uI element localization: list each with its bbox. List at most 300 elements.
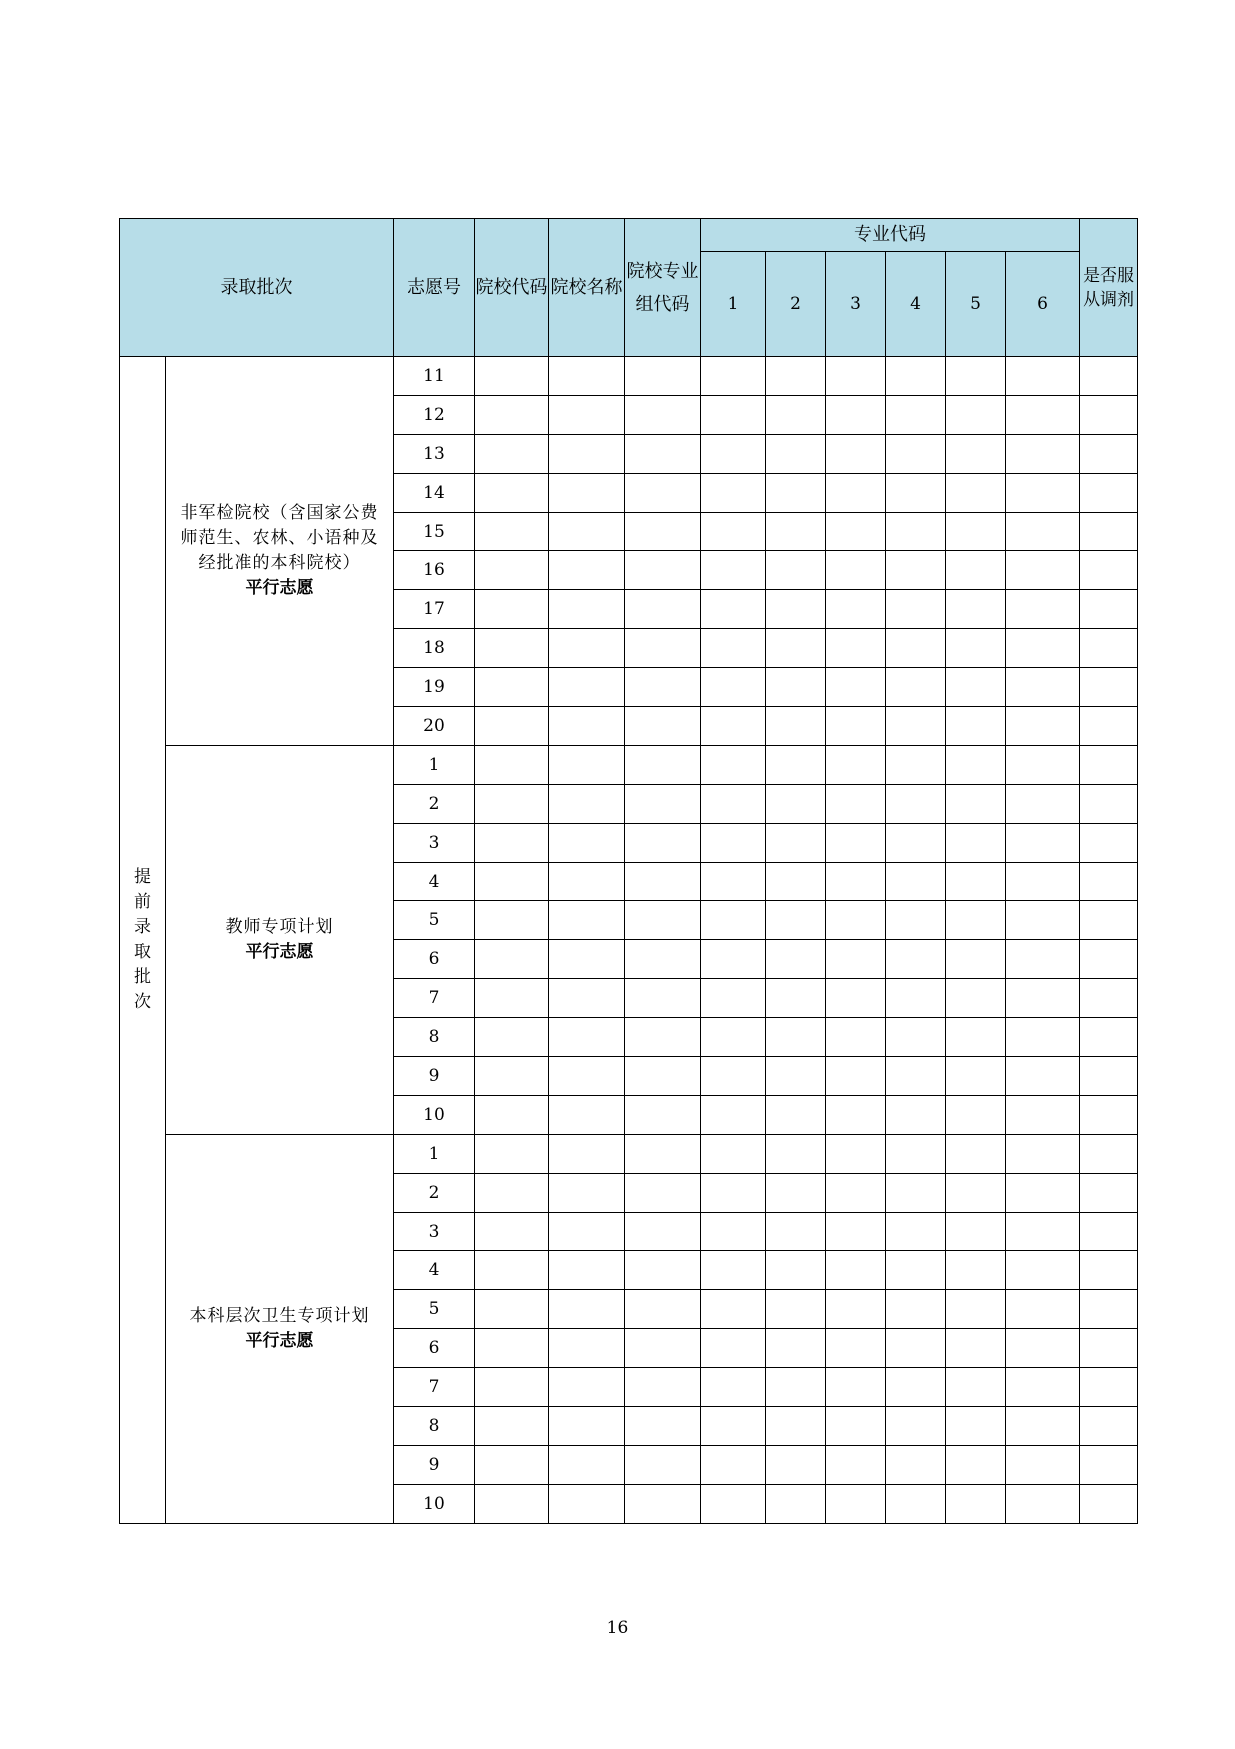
major-code-5-cell[interactable]: [946, 590, 1006, 629]
school-code-cell[interactable]: [475, 1018, 549, 1057]
adjust-cell[interactable]: [1080, 1290, 1138, 1329]
adjust-cell[interactable]: [1080, 823, 1138, 862]
major-code-6-cell[interactable]: [1006, 1290, 1080, 1329]
school-name-cell[interactable]: [549, 823, 625, 862]
school-name-cell[interactable]: [549, 1484, 625, 1523]
major-code-3-cell[interactable]: [826, 1057, 886, 1096]
school-code-cell[interactable]: [475, 473, 549, 512]
school-group-code-cell[interactable]: [625, 1368, 701, 1407]
major-code-1-cell[interactable]: [701, 590, 766, 629]
adjust-cell[interactable]: [1080, 395, 1138, 434]
major-code-4-cell[interactable]: [886, 512, 946, 551]
major-code-2-cell[interactable]: [766, 357, 826, 396]
adjust-cell[interactable]: [1080, 1134, 1138, 1173]
adjust-cell[interactable]: [1080, 784, 1138, 823]
school-code-cell[interactable]: [475, 707, 549, 746]
school-group-code-cell[interactable]: [625, 1484, 701, 1523]
major-code-6-cell[interactable]: [1006, 862, 1080, 901]
school-name-cell[interactable]: [549, 784, 625, 823]
major-code-2-cell[interactable]: [766, 1212, 826, 1251]
major-code-5-cell[interactable]: [946, 1290, 1006, 1329]
major-code-1-cell[interactable]: [701, 1057, 766, 1096]
major-code-3-cell[interactable]: [826, 1251, 886, 1290]
major-code-5-cell[interactable]: [946, 1095, 1006, 1134]
major-code-6-cell[interactable]: [1006, 1134, 1080, 1173]
school-code-cell[interactable]: [475, 1134, 549, 1173]
major-code-4-cell[interactable]: [886, 590, 946, 629]
school-name-cell[interactable]: [549, 1368, 625, 1407]
major-code-4-cell[interactable]: [886, 745, 946, 784]
school-group-code-cell[interactable]: [625, 1173, 701, 1212]
major-code-6-cell[interactable]: [1006, 979, 1080, 1018]
school-group-code-cell[interactable]: [625, 1251, 701, 1290]
adjust-cell[interactable]: [1080, 1095, 1138, 1134]
major-code-6-cell[interactable]: [1006, 1095, 1080, 1134]
major-code-4-cell[interactable]: [886, 551, 946, 590]
major-code-4-cell[interactable]: [886, 1057, 946, 1096]
school-code-cell[interactable]: [475, 940, 549, 979]
major-code-3-cell[interactable]: [826, 745, 886, 784]
major-code-2-cell[interactable]: [766, 1018, 826, 1057]
major-code-6-cell[interactable]: [1006, 512, 1080, 551]
school-group-code-cell[interactable]: [625, 862, 701, 901]
major-code-2-cell[interactable]: [766, 434, 826, 473]
school-code-cell[interactable]: [475, 590, 549, 629]
school-name-cell[interactable]: [549, 1329, 625, 1368]
major-code-2-cell[interactable]: [766, 1173, 826, 1212]
school-code-cell[interactable]: [475, 1484, 549, 1523]
school-group-code-cell[interactable]: [625, 940, 701, 979]
major-code-2-cell[interactable]: [766, 1484, 826, 1523]
major-code-6-cell[interactable]: [1006, 668, 1080, 707]
major-code-5-cell[interactable]: [946, 1484, 1006, 1523]
school-code-cell[interactable]: [475, 1173, 549, 1212]
major-code-6-cell[interactable]: [1006, 1407, 1080, 1446]
adjust-cell[interactable]: [1080, 940, 1138, 979]
major-code-5-cell[interactable]: [946, 629, 1006, 668]
school-name-cell[interactable]: [549, 707, 625, 746]
school-group-code-cell[interactable]: [625, 512, 701, 551]
major-code-6-cell[interactable]: [1006, 784, 1080, 823]
major-code-1-cell[interactable]: [701, 629, 766, 668]
major-code-4-cell[interactable]: [886, 1134, 946, 1173]
school-code-cell[interactable]: [475, 629, 549, 668]
major-code-3-cell[interactable]: [826, 1484, 886, 1523]
major-code-3-cell[interactable]: [826, 979, 886, 1018]
school-group-code-cell[interactable]: [625, 395, 701, 434]
major-code-4-cell[interactable]: [886, 357, 946, 396]
major-code-3-cell[interactable]: [826, 551, 886, 590]
major-code-3-cell[interactable]: [826, 512, 886, 551]
major-code-3-cell[interactable]: [826, 901, 886, 940]
major-code-6-cell[interactable]: [1006, 1212, 1080, 1251]
major-code-4-cell[interactable]: [886, 707, 946, 746]
major-code-3-cell[interactable]: [826, 1018, 886, 1057]
major-code-4-cell[interactable]: [886, 940, 946, 979]
major-code-2-cell[interactable]: [766, 1445, 826, 1484]
major-code-2-cell[interactable]: [766, 1329, 826, 1368]
major-code-2-cell[interactable]: [766, 590, 826, 629]
major-code-6-cell[interactable]: [1006, 745, 1080, 784]
major-code-1-cell[interactable]: [701, 357, 766, 396]
major-code-2-cell[interactable]: [766, 1407, 826, 1446]
major-code-1-cell[interactable]: [701, 1445, 766, 1484]
major-code-2-cell[interactable]: [766, 668, 826, 707]
adjust-cell[interactable]: [1080, 434, 1138, 473]
major-code-3-cell[interactable]: [826, 434, 886, 473]
major-code-4-cell[interactable]: [886, 473, 946, 512]
school-name-cell[interactable]: [549, 1018, 625, 1057]
school-code-cell[interactable]: [475, 1057, 549, 1096]
school-code-cell[interactable]: [475, 551, 549, 590]
major-code-3-cell[interactable]: [826, 473, 886, 512]
school-code-cell[interactable]: [475, 823, 549, 862]
major-code-3-cell[interactable]: [826, 784, 886, 823]
school-code-cell[interactable]: [475, 1251, 549, 1290]
major-code-6-cell[interactable]: [1006, 395, 1080, 434]
adjust-cell[interactable]: [1080, 1329, 1138, 1368]
major-code-4-cell[interactable]: [886, 1018, 946, 1057]
major-code-2-cell[interactable]: [766, 979, 826, 1018]
major-code-6-cell[interactable]: [1006, 1251, 1080, 1290]
major-code-3-cell[interactable]: [826, 862, 886, 901]
major-code-3-cell[interactable]: [826, 940, 886, 979]
major-code-1-cell[interactable]: [701, 1407, 766, 1446]
school-name-cell[interactable]: [549, 1134, 625, 1173]
major-code-2-cell[interactable]: [766, 940, 826, 979]
major-code-2-cell[interactable]: [766, 901, 826, 940]
school-name-cell[interactable]: [549, 434, 625, 473]
school-code-cell[interactable]: [475, 979, 549, 1018]
adjust-cell[interactable]: [1080, 357, 1138, 396]
major-code-1-cell[interactable]: [701, 1173, 766, 1212]
major-code-1-cell[interactable]: [701, 1484, 766, 1523]
school-group-code-cell[interactable]: [625, 901, 701, 940]
school-code-cell[interactable]: [475, 901, 549, 940]
major-code-5-cell[interactable]: [946, 1173, 1006, 1212]
major-code-2-cell[interactable]: [766, 473, 826, 512]
school-name-cell[interactable]: [549, 1251, 625, 1290]
major-code-6-cell[interactable]: [1006, 1484, 1080, 1523]
major-code-5-cell[interactable]: [946, 1445, 1006, 1484]
adjust-cell[interactable]: [1080, 512, 1138, 551]
school-name-cell[interactable]: [549, 1095, 625, 1134]
school-code-cell[interactable]: [475, 512, 549, 551]
major-code-5-cell[interactable]: [946, 395, 1006, 434]
major-code-4-cell[interactable]: [886, 1212, 946, 1251]
major-code-6-cell[interactable]: [1006, 357, 1080, 396]
major-code-2-cell[interactable]: [766, 1368, 826, 1407]
major-code-3-cell[interactable]: [826, 1095, 886, 1134]
school-name-cell[interactable]: [549, 357, 625, 396]
major-code-5-cell[interactable]: [946, 784, 1006, 823]
school-name-cell[interactable]: [549, 512, 625, 551]
school-name-cell[interactable]: [549, 1057, 625, 1096]
major-code-5-cell[interactable]: [946, 940, 1006, 979]
school-code-cell[interactable]: [475, 1368, 549, 1407]
adjust-cell[interactable]: [1080, 590, 1138, 629]
major-code-4-cell[interactable]: [886, 979, 946, 1018]
major-code-5-cell[interactable]: [946, 1407, 1006, 1446]
major-code-5-cell[interactable]: [946, 823, 1006, 862]
major-code-3-cell[interactable]: [826, 1134, 886, 1173]
adjust-cell[interactable]: [1080, 1018, 1138, 1057]
adjust-cell[interactable]: [1080, 1057, 1138, 1096]
major-code-3-cell[interactable]: [826, 823, 886, 862]
major-code-1-cell[interactable]: [701, 1018, 766, 1057]
major-code-2-cell[interactable]: [766, 823, 826, 862]
school-group-code-cell[interactable]: [625, 745, 701, 784]
school-group-code-cell[interactable]: [625, 590, 701, 629]
major-code-6-cell[interactable]: [1006, 473, 1080, 512]
school-code-cell[interactable]: [475, 1212, 549, 1251]
major-code-2-cell[interactable]: [766, 1095, 826, 1134]
major-code-6-cell[interactable]: [1006, 1173, 1080, 1212]
major-code-4-cell[interactable]: [886, 901, 946, 940]
school-name-cell[interactable]: [549, 629, 625, 668]
major-code-1-cell[interactable]: [701, 1251, 766, 1290]
major-code-2-cell[interactable]: [766, 784, 826, 823]
major-code-3-cell[interactable]: [826, 1407, 886, 1446]
major-code-3-cell[interactable]: [826, 590, 886, 629]
school-code-cell[interactable]: [475, 784, 549, 823]
school-code-cell[interactable]: [475, 1290, 549, 1329]
major-code-1-cell[interactable]: [701, 745, 766, 784]
major-code-2-cell[interactable]: [766, 745, 826, 784]
major-code-3-cell[interactable]: [826, 1368, 886, 1407]
school-group-code-cell[interactable]: [625, 1212, 701, 1251]
major-code-6-cell[interactable]: [1006, 707, 1080, 746]
school-name-cell[interactable]: [549, 1173, 625, 1212]
major-code-4-cell[interactable]: [886, 629, 946, 668]
school-group-code-cell[interactable]: [625, 1445, 701, 1484]
major-code-1-cell[interactable]: [701, 551, 766, 590]
major-code-1-cell[interactable]: [701, 823, 766, 862]
adjust-cell[interactable]: [1080, 979, 1138, 1018]
major-code-4-cell[interactable]: [886, 1484, 946, 1523]
major-code-3-cell[interactable]: [826, 668, 886, 707]
school-group-code-cell[interactable]: [625, 707, 701, 746]
major-code-1-cell[interactable]: [701, 1368, 766, 1407]
major-code-6-cell[interactable]: [1006, 1057, 1080, 1096]
major-code-4-cell[interactable]: [886, 668, 946, 707]
major-code-4-cell[interactable]: [886, 1290, 946, 1329]
adjust-cell[interactable]: [1080, 629, 1138, 668]
school-group-code-cell[interactable]: [625, 1134, 701, 1173]
major-code-2-cell[interactable]: [766, 1134, 826, 1173]
major-code-1-cell[interactable]: [701, 473, 766, 512]
major-code-4-cell[interactable]: [886, 784, 946, 823]
major-code-4-cell[interactable]: [886, 1407, 946, 1446]
adjust-cell[interactable]: [1080, 862, 1138, 901]
school-group-code-cell[interactable]: [625, 551, 701, 590]
school-name-cell[interactable]: [549, 901, 625, 940]
major-code-1-cell[interactable]: [701, 940, 766, 979]
school-group-code-cell[interactable]: [625, 1057, 701, 1096]
school-code-cell[interactable]: [475, 1329, 549, 1368]
adjust-cell[interactable]: [1080, 1368, 1138, 1407]
major-code-1-cell[interactable]: [701, 1329, 766, 1368]
major-code-4-cell[interactable]: [886, 823, 946, 862]
major-code-2-cell[interactable]: [766, 862, 826, 901]
major-code-6-cell[interactable]: [1006, 434, 1080, 473]
major-code-5-cell[interactable]: [946, 434, 1006, 473]
major-code-1-cell[interactable]: [701, 979, 766, 1018]
major-code-2-cell[interactable]: [766, 1290, 826, 1329]
adjust-cell[interactable]: [1080, 1445, 1138, 1484]
school-code-cell[interactable]: [475, 434, 549, 473]
major-code-5-cell[interactable]: [946, 979, 1006, 1018]
major-code-5-cell[interactable]: [946, 745, 1006, 784]
major-code-1-cell[interactable]: [701, 434, 766, 473]
major-code-5-cell[interactable]: [946, 707, 1006, 746]
school-group-code-cell[interactable]: [625, 357, 701, 396]
school-code-cell[interactable]: [475, 862, 549, 901]
adjust-cell[interactable]: [1080, 1251, 1138, 1290]
school-code-cell[interactable]: [475, 668, 549, 707]
major-code-2-cell[interactable]: [766, 1057, 826, 1096]
school-group-code-cell[interactable]: [625, 1095, 701, 1134]
major-code-4-cell[interactable]: [886, 434, 946, 473]
major-code-2-cell[interactable]: [766, 707, 826, 746]
major-code-1-cell[interactable]: [701, 1290, 766, 1329]
major-code-3-cell[interactable]: [826, 1445, 886, 1484]
adjust-cell[interactable]: [1080, 1212, 1138, 1251]
school-code-cell[interactable]: [475, 1407, 549, 1446]
major-code-4-cell[interactable]: [886, 1445, 946, 1484]
major-code-4-cell[interactable]: [886, 1329, 946, 1368]
school-name-cell[interactable]: [549, 1407, 625, 1446]
major-code-3-cell[interactable]: [826, 707, 886, 746]
school-name-cell[interactable]: [549, 940, 625, 979]
major-code-1-cell[interactable]: [701, 395, 766, 434]
major-code-6-cell[interactable]: [1006, 629, 1080, 668]
school-name-cell[interactable]: [549, 979, 625, 1018]
major-code-5-cell[interactable]: [946, 1329, 1006, 1368]
major-code-6-cell[interactable]: [1006, 551, 1080, 590]
major-code-1-cell[interactable]: [701, 784, 766, 823]
school-group-code-cell[interactable]: [625, 1407, 701, 1446]
major-code-2-cell[interactable]: [766, 395, 826, 434]
school-name-cell[interactable]: [549, 1212, 625, 1251]
major-code-1-cell[interactable]: [701, 512, 766, 551]
adjust-cell[interactable]: [1080, 1407, 1138, 1446]
major-code-2-cell[interactable]: [766, 1251, 826, 1290]
school-group-code-cell[interactable]: [625, 434, 701, 473]
major-code-5-cell[interactable]: [946, 473, 1006, 512]
school-code-cell[interactable]: [475, 395, 549, 434]
adjust-cell[interactable]: [1080, 551, 1138, 590]
school-name-cell[interactable]: [549, 395, 625, 434]
major-code-5-cell[interactable]: [946, 862, 1006, 901]
major-code-5-cell[interactable]: [946, 901, 1006, 940]
major-code-1-cell[interactable]: [701, 668, 766, 707]
major-code-4-cell[interactable]: [886, 1095, 946, 1134]
major-code-6-cell[interactable]: [1006, 1368, 1080, 1407]
school-group-code-cell[interactable]: [625, 1018, 701, 1057]
adjust-cell[interactable]: [1080, 745, 1138, 784]
major-code-6-cell[interactable]: [1006, 1329, 1080, 1368]
school-name-cell[interactable]: [549, 1290, 625, 1329]
major-code-6-cell[interactable]: [1006, 1445, 1080, 1484]
school-group-code-cell[interactable]: [625, 473, 701, 512]
major-code-4-cell[interactable]: [886, 1251, 946, 1290]
school-group-code-cell[interactable]: [625, 1329, 701, 1368]
major-code-5-cell[interactable]: [946, 1251, 1006, 1290]
school-name-cell[interactable]: [549, 590, 625, 629]
major-code-2-cell[interactable]: [766, 512, 826, 551]
school-group-code-cell[interactable]: [625, 629, 701, 668]
major-code-3-cell[interactable]: [826, 629, 886, 668]
major-code-5-cell[interactable]: [946, 1212, 1006, 1251]
school-group-code-cell[interactable]: [625, 784, 701, 823]
major-code-4-cell[interactable]: [886, 1173, 946, 1212]
major-code-5-cell[interactable]: [946, 1368, 1006, 1407]
major-code-4-cell[interactable]: [886, 1368, 946, 1407]
major-code-2-cell[interactable]: [766, 551, 826, 590]
major-code-6-cell[interactable]: [1006, 940, 1080, 979]
school-name-cell[interactable]: [549, 862, 625, 901]
adjust-cell[interactable]: [1080, 668, 1138, 707]
major-code-1-cell[interactable]: [701, 1134, 766, 1173]
school-group-code-cell[interactable]: [625, 668, 701, 707]
school-name-cell[interactable]: [549, 668, 625, 707]
school-name-cell[interactable]: [549, 473, 625, 512]
adjust-cell[interactable]: [1080, 707, 1138, 746]
major-code-4-cell[interactable]: [886, 862, 946, 901]
major-code-5-cell[interactable]: [946, 551, 1006, 590]
major-code-3-cell[interactable]: [826, 1290, 886, 1329]
major-code-5-cell[interactable]: [946, 357, 1006, 396]
school-group-code-cell[interactable]: [625, 979, 701, 1018]
major-code-3-cell[interactable]: [826, 357, 886, 396]
major-code-4-cell[interactable]: [886, 395, 946, 434]
major-code-6-cell[interactable]: [1006, 590, 1080, 629]
adjust-cell[interactable]: [1080, 1173, 1138, 1212]
major-code-1-cell[interactable]: [701, 707, 766, 746]
major-code-5-cell[interactable]: [946, 668, 1006, 707]
major-code-1-cell[interactable]: [701, 901, 766, 940]
major-code-3-cell[interactable]: [826, 1329, 886, 1368]
school-name-cell[interactable]: [549, 551, 625, 590]
school-code-cell[interactable]: [475, 1445, 549, 1484]
major-code-6-cell[interactable]: [1006, 1018, 1080, 1057]
major-code-5-cell[interactable]: [946, 1134, 1006, 1173]
major-code-2-cell[interactable]: [766, 629, 826, 668]
major-code-1-cell[interactable]: [701, 1095, 766, 1134]
adjust-cell[interactable]: [1080, 901, 1138, 940]
major-code-1-cell[interactable]: [701, 862, 766, 901]
major-code-5-cell[interactable]: [946, 1018, 1006, 1057]
adjust-cell[interactable]: [1080, 1484, 1138, 1523]
school-group-code-cell[interactable]: [625, 1290, 701, 1329]
school-code-cell[interactable]: [475, 357, 549, 396]
school-code-cell[interactable]: [475, 745, 549, 784]
major-code-6-cell[interactable]: [1006, 823, 1080, 862]
major-code-3-cell[interactable]: [826, 1173, 886, 1212]
major-code-1-cell[interactable]: [701, 1212, 766, 1251]
major-code-3-cell[interactable]: [826, 395, 886, 434]
adjust-cell[interactable]: [1080, 473, 1138, 512]
major-code-6-cell[interactable]: [1006, 901, 1080, 940]
major-code-5-cell[interactable]: [946, 512, 1006, 551]
major-code-5-cell[interactable]: [946, 1057, 1006, 1096]
school-code-cell[interactable]: [475, 1095, 549, 1134]
school-name-cell[interactable]: [549, 1445, 625, 1484]
school-group-code-cell[interactable]: [625, 823, 701, 862]
school-name-cell[interactable]: [549, 745, 625, 784]
major-code-3-cell[interactable]: [826, 1212, 886, 1251]
